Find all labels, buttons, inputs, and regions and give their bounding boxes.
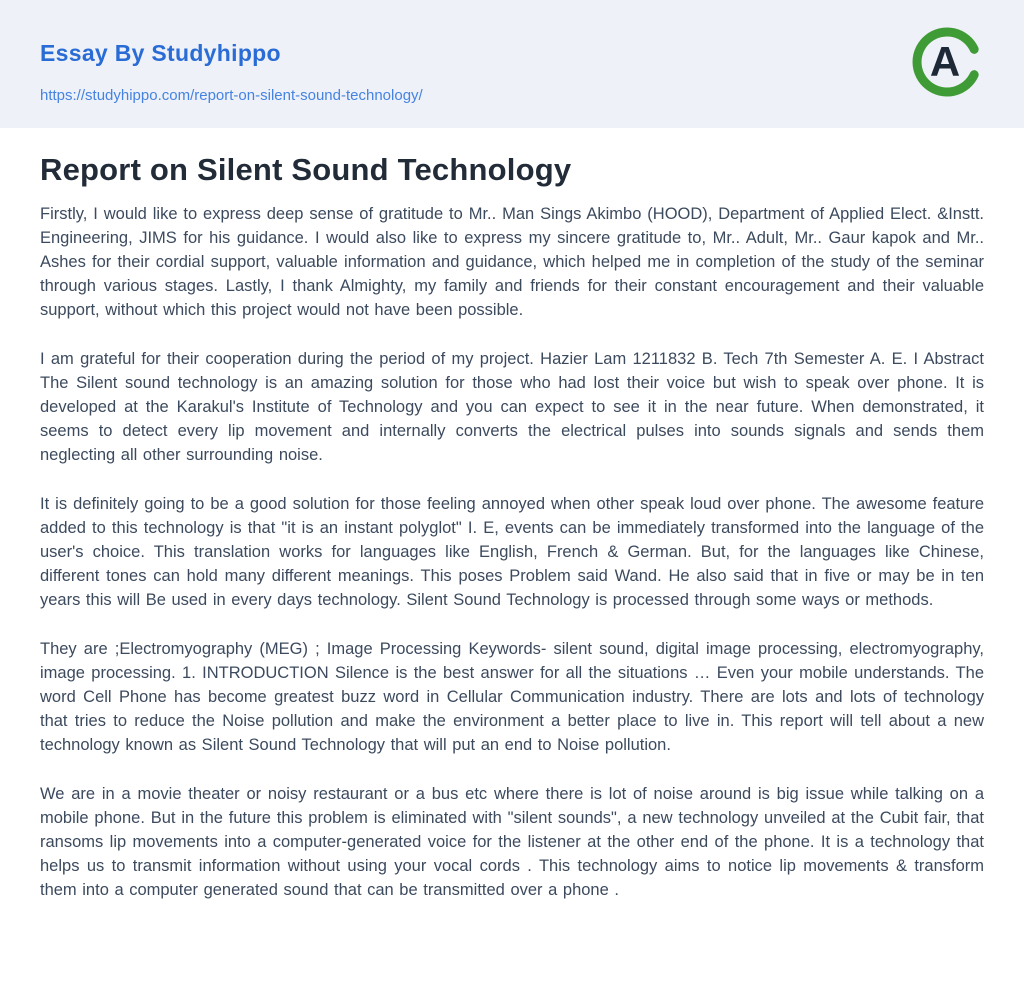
article-paragraph: We are in a movie theater or noisy restaurant or a bus etc where there is lot of noise around is big issue while talking on a mobile phone. But in the future this problem is eliminated with "silent sounds", a new technology unveiled at the Cubit fair, that ransoms lip movements into a computer-generated voice for the listener at the other end of the phone. It is a technology that helps us to transmit information without using your vocal cords . This technology aims to notice lip movements & transform them into a computer generated sound that can be transmitted over a phone . [40, 785, 984, 899]
article-paragraph: They are ;Electromyography (MEG) ; Image Processing Keywords- silent sound, digital image processing, electromyography, image processing. 1. INTRODUCTION Silence is the best answer for all the situations … Even your mobile understands. The word Cell Phone has become greatest buzz word in Cellular Communication industry. There are lots and lots of technology that tries to reduce the Noise pollution and make the environment a better place to live in. This report will tell about a new technology known as Silent Sound Technology that will put an end to Noise pollution. [40, 640, 984, 754]
logo-ring-a-icon [909, 24, 985, 100]
article-paragraph: Firstly, I would like to express deep sense of gratitude to Mr.. Man Sings Akimbo (HOOD), Department of Applied Elect. &Instt. Engineering, JIMS for his guidance. I would also like to express my sincere gratitude to, Mr.. Adult, Mr.. Gaur kapok and Mr.. Ashes for their cordial support, valuable information and guidance, which helped me in completion of the study of the seminar through various stages. Lastly, I thank Almighty, my family and friends for their constant encouragement and their valuable support, without which this project would not have been possible. [40, 205, 984, 319]
article-paragraph: I am grateful for their cooperation during the period of my project. Hazier Lam 1211832 B. Tech 7th Semester A. E. I Abstract The Silent sound technology is an amazing solution for those who had lost their voice but wish to speak over phone. It is developed at the Karakul's Institute of Technology and you can expect to see it in the near future. When demonstrated, it seems to detect every lip movement and internally converts the electrical pulses into sounds signals and sends them neglecting all other surrounding noise. [40, 350, 984, 464]
article-title: Report on Silent Sound Technology [40, 152, 572, 187]
site-title: Essay By Studyhippo [40, 40, 281, 66]
studyhippo-logo [909, 24, 985, 100]
article-paragraph: It is definitely going to be a good solution for those feeling annoyed when other speak loud over phone. The awesome feature added to this technology is that "it is an instant polyglot" I. E, events can be immediately transformed into the language of the user's choice. This translation works for languages like English, French & German. But, for the languages like Chinese, different tones can hold many different meanings. This poses Problem said Wand. He also said that in five or may be in ten years this will Be used in every days technology. Silent Sound Technology is processed through some ways or methods. [40, 495, 984, 609]
page-header [0, 0, 1024, 128]
article-content [0, 128, 1024, 902]
logo-letter: A [929, 38, 961, 85]
article-url-link[interactable]: https://studyhippo.com/report-on-silent-sound-technology/ [40, 87, 423, 104]
